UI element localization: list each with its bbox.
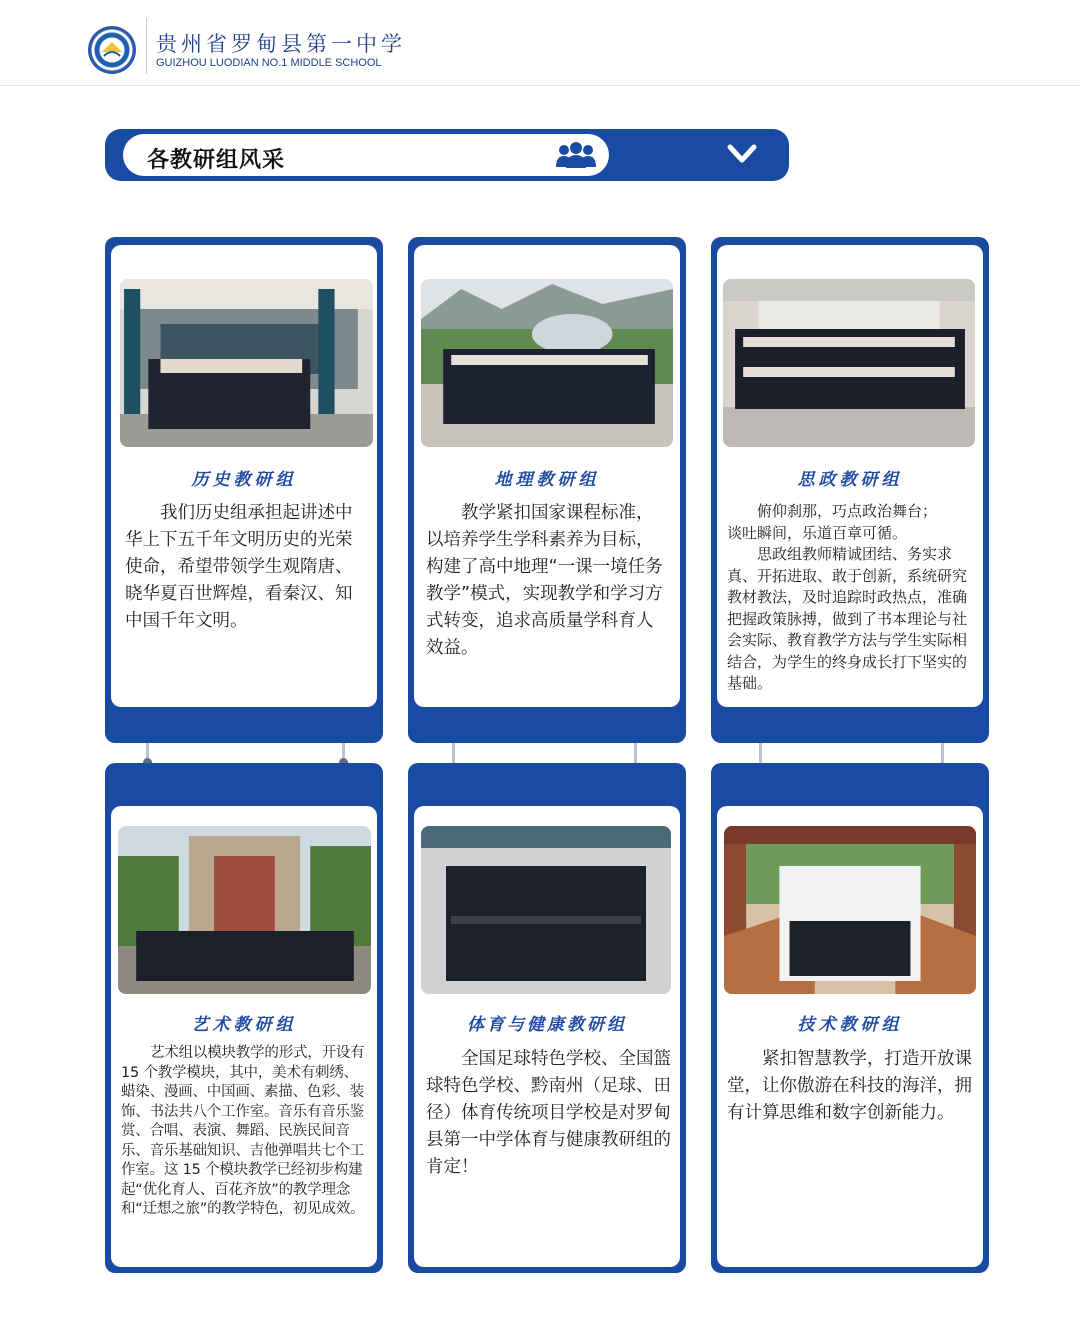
school-name-en: GUIZHOU LUODIAN NO.1 MIDDLE SCHOOL — [156, 57, 382, 69]
section-title-pill — [123, 134, 609, 176]
group-photo — [421, 279, 673, 447]
group-card-art — [105, 763, 383, 1273]
group-description — [426, 1046, 672, 1181]
group-title: 思政教研组 — [797, 470, 903, 490]
group-description — [426, 500, 670, 662]
description-paragraph: 我们历史组承担起讲述中华上下五千年文明历史的光荣使命，希望带领学生观隋唐、晓华夏百世辉煌，看秦汉、知中国千年文明。 — [125, 503, 353, 631]
description-paragraph: 艺术组以模块教学的形式，开设有 15 个教学模块，其中，美术有刺绣、蜡染、漫画、中国画、素描、色彩、装饰、书法共八个工作室。音乐有音乐鉴赏、合唱、表演、舞蹈、民族民间音乐、音乐基础知识、吉他弹唱共七个工作室。这 15 个模块教学已经初步构建起“优化育人、百花齐放”的教学理念和“迁想之旅”的教学特色，初见成效。 — [121, 1045, 365, 1217]
group-card-geography — [408, 237, 686, 743]
section-title: 各教研组风采 — [147, 148, 286, 173]
group-photo — [723, 279, 975, 447]
description-paragraph: 思政组教师精诚团结、务实求真、开拓进取、敢于创新，系统研究教材教法，及时追踪时政热点，准确把握政策脉搏，做到了书本理论与社会实际、教育教学方法与学生实际相结合，为学生的终身成长打下坚实的基础。 — [727, 545, 968, 692]
group-card-pe — [408, 763, 686, 1273]
group-description — [121, 1044, 369, 1220]
connector — [342, 743, 345, 763]
group-title: 地理教研组 — [494, 470, 600, 490]
school-name-cn: 贵州省罗甸县第一中学 — [156, 32, 406, 56]
group-description — [125, 500, 367, 635]
people-group-icon — [555, 141, 597, 169]
description-paragraph: 教学紧扣国家课程标准，以培养学生学科素养为目标，构建了高中地理“一课一境任务教学”模式，实现教学和学习方式转变，追求高质量学科育人效益。 — [426, 503, 663, 658]
group-photo — [120, 279, 373, 447]
group-title: 技术教研组 — [797, 1015, 903, 1035]
section-title-bar[interactable] — [105, 129, 789, 181]
group-photo — [724, 826, 976, 994]
group-photo — [421, 826, 671, 994]
group-title: 艺术教研组 — [191, 1015, 297, 1035]
connector — [146, 743, 149, 763]
description-paragraph: 俯仰刹那，巧点政治舞台； — [757, 502, 938, 520]
group-card-politics — [711, 237, 989, 743]
group-description — [727, 1046, 975, 1127]
group-card-technology — [711, 763, 989, 1273]
group-description — [727, 501, 975, 695]
school-emblem-icon — [88, 26, 136, 74]
description-paragraph: 谈吐瞬间，乐道百章可循。 — [727, 523, 908, 542]
group-photo — [118, 826, 371, 994]
chevron-down-icon[interactable] — [727, 143, 757, 165]
group-title: 历史教研组 — [191, 470, 297, 490]
group-card-history — [105, 237, 383, 743]
header-divider — [146, 18, 147, 74]
group-title: 体育与健康教研组 — [467, 1015, 627, 1035]
page-header — [0, 0, 1080, 86]
description-paragraph: 紧扣智慧教学，打造开放课堂，让你傲游在科技的海洋，拥有计算思维和数字创新能力。 — [727, 1049, 972, 1123]
description-paragraph: 全国足球特色学校、全国篮球特色学校、黔南州（足球、田径）体育传统项目学校是对罗甸县第一中学体育与健康教研组的肯定！ — [426, 1049, 671, 1177]
